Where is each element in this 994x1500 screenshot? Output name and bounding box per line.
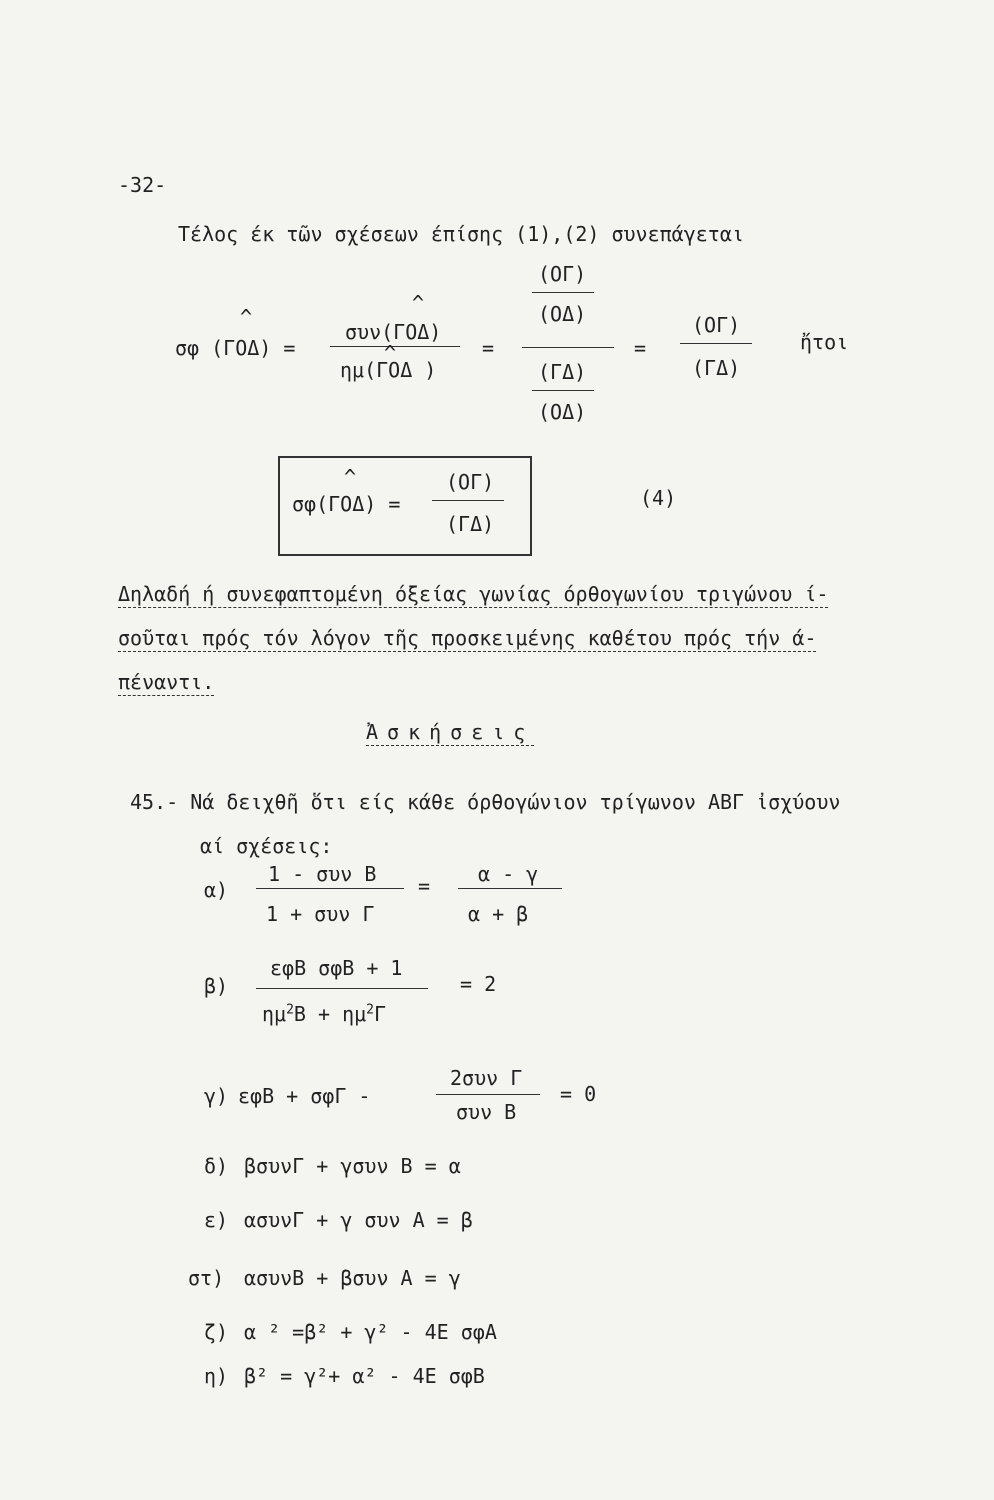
item-b-den <box>262 1002 386 1026</box>
item-b-num: εφΒ σφΒ + 1 <box>270 956 403 980</box>
eq1-big-den-den: (ΟΔ) <box>538 400 587 424</box>
item-b-den-part3: Γ <box>374 1002 387 1026</box>
item-e-text: ασυνΓ + γ συν Α = β <box>244 1208 473 1232</box>
eq1-tail: ἤτοι <box>800 330 849 354</box>
item-g-den: συν Β <box>456 1100 517 1124</box>
statement-line-2: σοῦται πρός τόν λόγον τῆς προσκειμένης καθέτου πρός τήν ά- <box>118 626 817 650</box>
statement-line-3: πέναντι. <box>118 670 215 694</box>
item-g-lhs: εφΒ + σφΓ - <box>238 1084 371 1108</box>
item-g-rhs: = 0 <box>560 1082 597 1106</box>
fraction-bar <box>458 888 562 889</box>
eq1-frac1-num: συν(ΓΟΔ) <box>345 320 442 344</box>
item-g-label: γ) <box>204 1084 229 1108</box>
item-h-label: η) <box>204 1364 229 1388</box>
eq1-frac3-den: (ΓΔ) <box>692 356 741 380</box>
item-z-label: ζ) <box>204 1320 229 1344</box>
exercise-45-line-2: αί σχέσεις: <box>200 834 333 858</box>
fraction-bar <box>256 988 428 989</box>
item-st-text: ασυνΒ + βσυν Α = γ <box>244 1266 461 1290</box>
item-a-rden: α + β <box>468 902 529 926</box>
item-e-label: ε) <box>204 1208 229 1232</box>
item-b-rhs: = 2 <box>460 972 497 996</box>
eq1-big-num-den: (ΟΔ) <box>538 302 587 326</box>
item-b-sup-1: 2 <box>286 1002 294 1018</box>
boxed-num: (ΟΓ) <box>446 470 495 494</box>
eq1-frac3-num: (ΟΓ) <box>692 313 741 337</box>
eq1-eq-b: = <box>634 336 647 360</box>
item-d-label: δ) <box>204 1154 229 1178</box>
intro-line: Τέλος έκ τῶν σχέσεων έπίσης (1),(2) συνεπάγεται <box>178 222 744 246</box>
eq1-big-num-num: (ΟΓ) <box>538 262 587 286</box>
hat-symbol: ^ <box>240 305 253 329</box>
boxed-formula <box>278 456 532 556</box>
hat-symbol: ^ <box>384 341 397 365</box>
hat-symbol: ^ <box>344 465 357 489</box>
item-st-label: στ) <box>188 1266 225 1290</box>
statement-line-1: Δηλαδή ή συνεφαπτομένη όξείας γωνίας όρθογωνίου τριγώνου ί- <box>118 582 829 606</box>
item-h-text: β² = γ²+ α² - 4Ε σφΒ <box>244 1364 485 1388</box>
fraction-bar <box>680 343 752 344</box>
item-a-label: α) <box>204 878 229 902</box>
item-d-text: βσυνΓ + γσυν Β = α <box>244 1154 461 1178</box>
eq1-lhs: σφ (ΓΟΔ) = <box>175 336 296 360</box>
fraction-bar <box>432 500 504 501</box>
item-a-num: 1 - συν Β <box>268 862 377 886</box>
item-b-label: β) <box>204 974 229 998</box>
item-a-eq: = <box>418 874 431 898</box>
eq1-eq-a: = <box>482 336 495 360</box>
eq1-frac1-den: ημ(ΓΟΔ ) <box>340 358 437 382</box>
fraction-bar-main <box>522 347 614 348</box>
boxed-lhs: σφ(ΓΟΔ) = <box>292 492 401 516</box>
boxed-den: (ΓΔ) <box>446 512 495 536</box>
item-a-den: 1 + συν Γ <box>266 902 375 926</box>
hat-symbol: ^ <box>412 291 425 315</box>
page-number: -32- <box>118 173 167 197</box>
boxed-label: (4) <box>640 486 677 510</box>
item-b-den-part1: ημ <box>262 1002 287 1026</box>
item-g-num: 2συν Γ <box>450 1066 523 1090</box>
exercises-heading: Ἀσκήσεις <box>366 720 535 744</box>
item-b-sup-2: 2 <box>366 1002 374 1018</box>
fraction-bar <box>532 292 594 293</box>
item-a-rnum: α - γ <box>478 862 539 886</box>
exercise-45-line-1: 45.- Νά δειχθῆ ὅτι είς κάθε όρθογώνιον τρίγωνον ΑΒΓ ἰσχύουν <box>130 790 841 814</box>
fraction-bar <box>256 888 404 889</box>
fraction-bar <box>532 390 594 391</box>
item-b-den-part2: Β + ημ <box>293 1002 367 1026</box>
eq1-big-den-num: (ΓΔ) <box>538 360 587 384</box>
fraction-bar <box>436 1094 540 1095</box>
item-z-text: α ² =β² + γ² - 4Ε σφΑ <box>244 1320 497 1344</box>
